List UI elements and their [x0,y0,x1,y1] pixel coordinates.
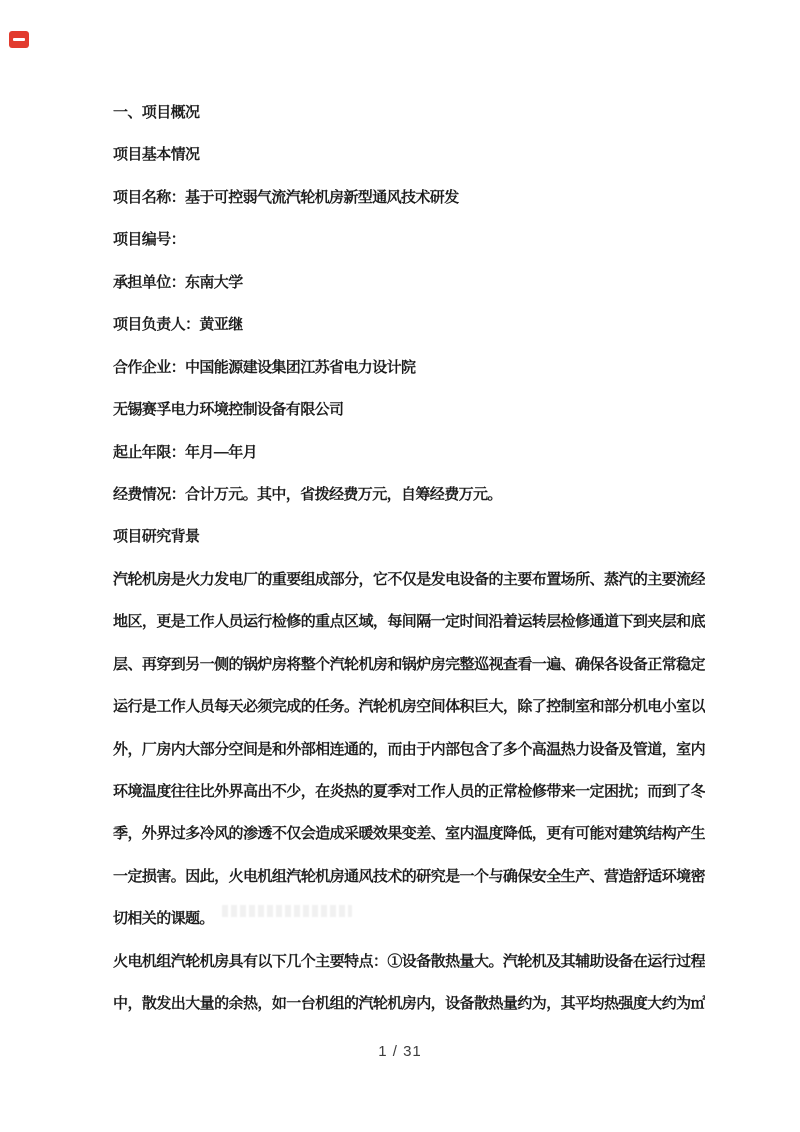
field-project-leader: 项目负责人：黄亚继 [113,316,243,334]
faint-watermark-text [222,905,352,917]
paragraph-line: 运行是工作人员每天必须完成的任务。汽轮机房空间体积巨大，除了控制室和部分机电小室以 [113,698,705,716]
paragraph-line: 火电机组汽轮机房具有以下几个主要特点：①设备散热量大。汽轮机及其辅助设备在运行过程 [113,952,705,970]
paragraph-last-line: 切相关的课题。 [113,910,214,928]
field-project-number: 项目编号： [113,231,186,249]
paragraph-line: 一定损害。因此，火电机组汽轮机房通风技术的研究是一个与确保安全生产、营造舒适环境密 [113,867,705,885]
field-project-name: 项目名称：基于可控弱气流汽轮机房新型通风技术研发 [113,188,459,206]
page-number-indicator: 1 / 31 [378,1043,422,1060]
red-logo-notch [13,38,25,41]
subsection-basic-info: 项目基本情况 [113,146,200,164]
paragraph-line: 层、再穿到另一侧的锅炉房将整个汽轮机房和锅炉房完整巡视查看一遍、确保各设备正常稳定 [113,655,705,673]
paragraph-line: 季，外界过多冷风的渗透不仅会造成采暖效果变差、室内温度降低，更有可能对建筑结构产生 [113,825,705,843]
paragraph-line: 环境温度往往比外界高出不少，在炎热的夏季对工作人员的正常检修带来一定困扰；而到了冬 [113,783,705,800]
paragraph-line: 汽轮机房是火力发电厂的重要组成部分，它不仅是发电设备的主要布置场所、蒸汽的主要流经 [113,570,705,588]
field-duration: 起止年限：年月—年月 [113,443,258,461]
document-body [113,92,705,1026]
field-partner-enterprise-2: 无锡赛孚电力环境控制设备有限公司 [113,401,344,419]
paragraph-line: 外，厂房内大部分空间是和外部相连通的，而由于内部包含了多个高温热力设备及管道，室内 [113,740,705,758]
red-logo-icon [9,31,29,48]
field-undertaking-unit: 承担单位：东南大学 [113,273,243,291]
subsection-research-background: 项目研究背景 [113,528,200,546]
field-partner-enterprise: 合作企业：中国能源建设集团江苏省电力设计院 [113,358,416,376]
paragraph-line: 中，散发出大量的余热，如一台机组的汽轮机房内，设备散热量约为，其平均热强度大约为㎡ [113,995,705,1013]
field-funding: 经费情况：合计万元。其中，省拨经费万元，自筹经费万元。 [113,485,502,503]
paragraph-line: 地区，更是工作人员运行检修的重点区域，每间隔一定时间沿着运转层检修通道下到夹层和底 [113,613,705,631]
section-heading: 一、项目概况 [113,104,200,121]
